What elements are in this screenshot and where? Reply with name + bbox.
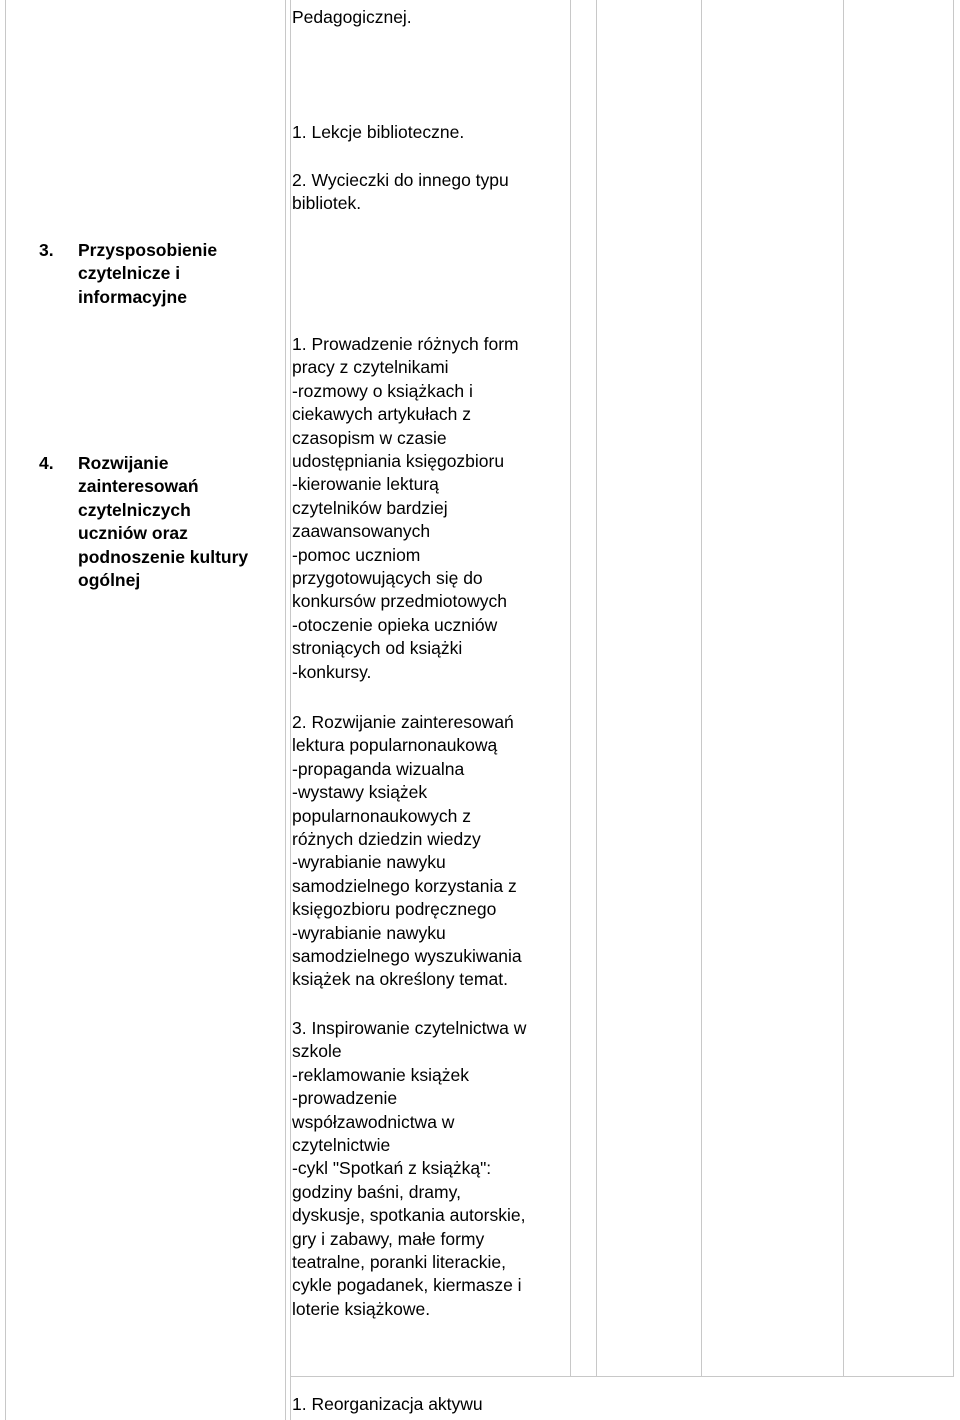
activity-line: -kierowanie lekturą <box>292 474 439 495</box>
activity-line: księgozbioru podręcznego <box>292 899 497 920</box>
activity-block-3 <box>292 1017 582 1321</box>
section-4-title <box>78 452 248 592</box>
activity-block-2 <box>292 711 582 992</box>
activity-line: -konkursy. <box>292 661 372 682</box>
section-4-title-line: uczniów oraz <box>78 523 188 544</box>
activity-line: -pomoc uczniom <box>292 544 421 565</box>
activity-block-1 <box>292 333 582 684</box>
activity-line: czytelnictwie <box>292 1135 391 1156</box>
activity-line: 3. Inspirowanie czytelnictwa w <box>292 1018 527 1038</box>
activity-line: -wyrabianie nawyku <box>292 852 446 873</box>
activity-line: pracy z czytelnikami <box>292 357 449 378</box>
section-4-title-line: czytelniczych <box>78 499 191 520</box>
activity-line: czytelników bardziej <box>292 497 448 518</box>
activity-line: -reklamowanie książek <box>292 1064 470 1085</box>
activity-line: -otoczenie opieka uczniów <box>292 614 498 635</box>
section-3-title-line: Przysposobienie <box>78 240 218 260</box>
section-3-title-line: informacyjne <box>78 286 187 307</box>
activity-line: teatralne, poranki literackie, <box>292 1252 506 1273</box>
activity-line: różnych dziedzin wiedzy <box>292 829 481 850</box>
activity-line: czasopism w czasie <box>292 427 447 448</box>
table-border-col1 <box>285 0 286 1420</box>
activity-line: konkursów przedmiotowych <box>292 591 507 612</box>
activity-line: gry i zabawy, małe formy <box>292 1228 485 1249</box>
section-4-title-line: ogólnej <box>78 570 141 591</box>
activity-line: cykle pogadanek, kiermasze i <box>292 1275 522 1296</box>
section-4-title-line: zainteresowań <box>78 476 199 497</box>
table-border-col4 <box>843 0 844 1376</box>
activity-line: -prowadzenie <box>292 1088 398 1109</box>
activity-line: -wyrabianie nawyku <box>292 922 446 943</box>
activity-line: książek na określony temat. <box>292 969 508 990</box>
activity-line: loterie książkowe. <box>292 1298 431 1319</box>
table-border-left <box>5 0 6 1420</box>
activity-line: udostępniania księgozbioru <box>292 451 505 472</box>
activity-line: godziny baśni, dramy, <box>292 1181 461 1202</box>
top-item-2-line: 2. Wycieczki do innego typu <box>292 170 509 190</box>
table-border-right <box>953 0 954 1376</box>
table-row-divider <box>290 1376 954 1377</box>
activity-line: 1. Prowadzenie różnych form <box>292 334 519 354</box>
activity-line: zaawansowanych <box>292 521 431 542</box>
activity-line: -cykl "Spotkań z książką": <box>292 1158 492 1179</box>
table-border-col2b <box>596 0 597 1376</box>
table-border-col1b <box>290 0 291 1420</box>
activity-line: współzawodnictwa w <box>292 1111 455 1132</box>
activity-line: -rozmowy o książkach i <box>292 380 473 401</box>
section-4-title-line: Rozwijanie <box>78 453 169 473</box>
top-pedagogicznej: Pedagogicznej. <box>292 7 412 27</box>
activity-line: popularnonaukowych z <box>292 805 472 826</box>
activity-line: -propaganda wizualna <box>292 758 465 779</box>
activity-line: 2. Rozwijanie zainteresowań <box>292 712 514 732</box>
bottom-item: 1. Reorganizacja aktywu <box>292 1394 483 1414</box>
section-4-title-line: podnoszenie kultury <box>78 546 249 567</box>
activity-line: dyskusje, spotkania autorskie, <box>292 1205 526 1226</box>
activity-line: lektura popularnonaukową <box>292 735 498 756</box>
top-item-2 <box>292 169 582 216</box>
activity-line: stroniących od książki <box>292 638 463 659</box>
section-3-title <box>78 239 217 309</box>
table-border-col3 <box>701 0 702 1376</box>
section-3-number: 3. <box>39 240 54 260</box>
top-item-2-line: bibliotek. <box>292 193 362 214</box>
activity-line: przygotowujących się do <box>292 568 483 589</box>
section-4-number: 4. <box>39 453 54 473</box>
activity-line: samodzielnego wyszukiwania <box>292 946 522 967</box>
activity-line: szkole <box>292 1041 342 1062</box>
activity-line: -wystawy książek <box>292 782 428 803</box>
activity-line: samodzielnego korzystania z <box>292 875 517 896</box>
top-item-1: 1. Lekcje biblioteczne. <box>292 122 465 142</box>
activity-line: ciekawych artykułach z <box>292 404 471 425</box>
section-3-title-line: czytelnicze i <box>78 263 181 284</box>
